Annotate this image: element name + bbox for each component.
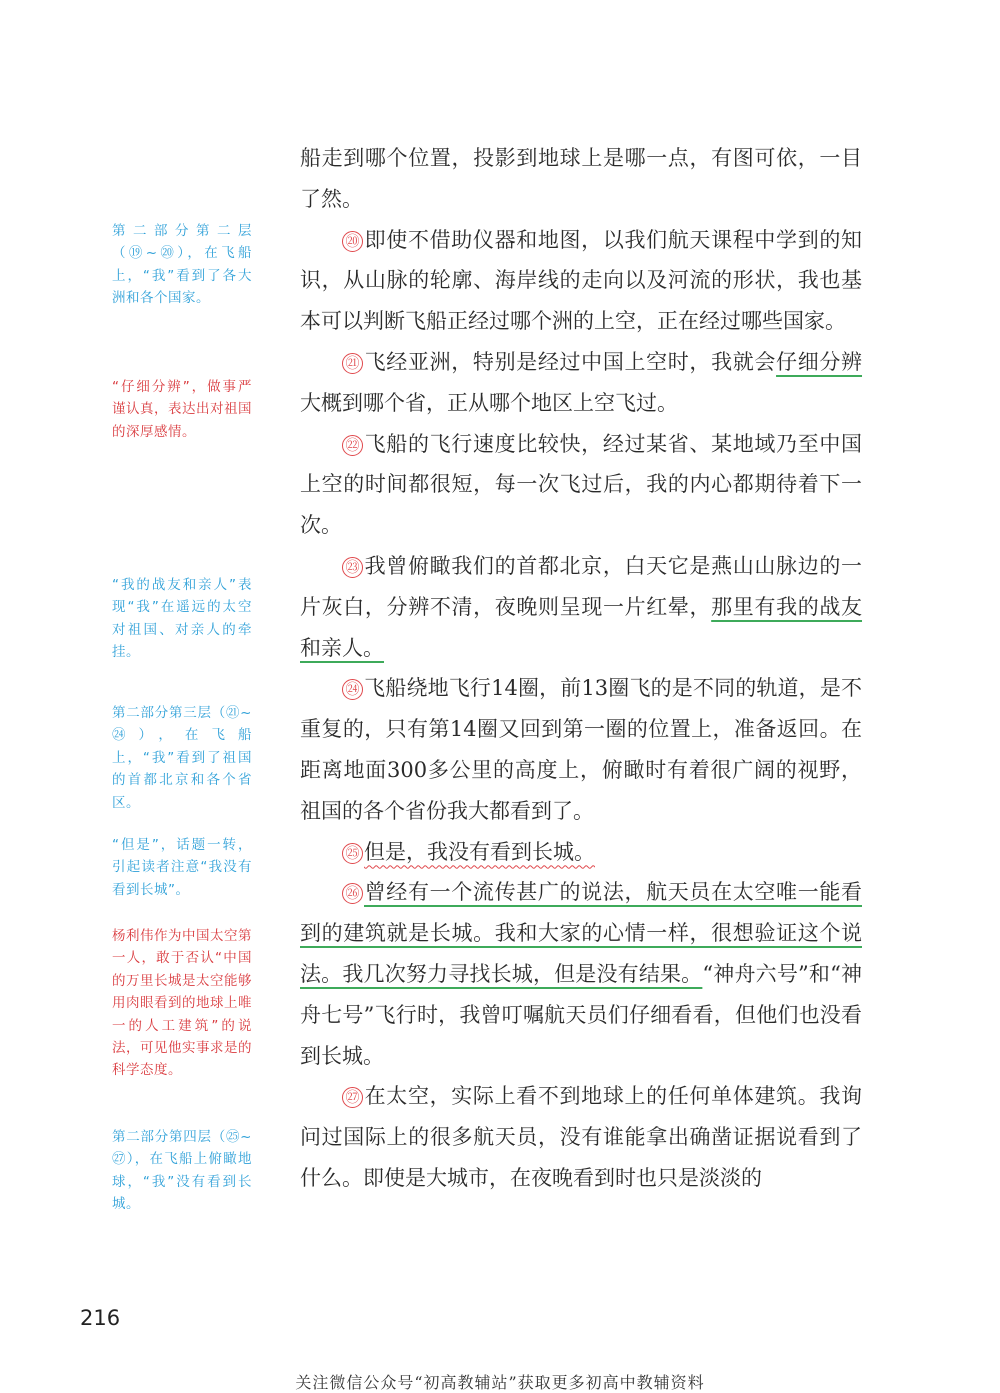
paragraph <box>300 220 862 342</box>
paragraph-number: ㉕ <box>342 843 363 864</box>
margin-note: “仔细分辨”，做事严谨认真，表达出对祖国的深厚感情。 <box>112 379 252 440</box>
paragraph-number: ㉓ <box>342 557 363 578</box>
paragraph-number: ㉖ <box>342 883 363 904</box>
margin-note: 第二部分第四层（㉕~㉗），在飞船上俯瞰地球，“我”没有看到长城。 <box>112 1129 252 1213</box>
paragraph <box>300 342 862 424</box>
paragraph-number: ㉑ <box>342 353 363 374</box>
underlined-phrase: 曾经有一个流传甚广的说法，航天员在太空唯一能看到的建筑就是长城。我和大家的心情一样，很想验证这个说法。我几次努力寻找长城，但是没有结果。 <box>300 880 862 986</box>
paragraph-number: ㉒ <box>342 435 363 456</box>
paragraph <box>300 138 862 220</box>
margin-note: “但是”，话题一转，引起读者注意“我没有看到长城”。 <box>112 837 252 898</box>
paragraph <box>300 668 862 831</box>
paragraph-text: 大概到哪个省，正从哪个地区上空飞过。 <box>300 390 678 415</box>
paragraph-text: 飞船的飞行速度比较快，经过某省、某地域乃至中国上空的时间都很短，每一次飞过后，我的内心都期待着下一次。 <box>300 431 862 538</box>
wavy-underlined-phrase: 但是，我没有看到长城。 <box>364 839 595 864</box>
paragraph <box>300 872 862 1076</box>
paragraph-text: “神舟六号”和“神舟七号”飞行时，我曾叮嘱航天员们仔细看看，但他们也没看到长城。 <box>300 961 862 1068</box>
paragraph-number: ⑳ <box>342 231 363 252</box>
paragraph-text: 我曾俯瞰我们的首都北京，白天它是燕山山脉边的一片灰白，分辨不清，夜晚则呈现一片红晕， <box>300 553 862 619</box>
paragraph <box>300 1076 862 1198</box>
paragraph-text: 飞船绕地飞行14圈，前13圈飞的是不同的轨道，是不重复的，只有第14圈又回到第一圈的位置上，准备返回。在距离地面300多公里的高度上，俯瞰时有着很广阔的视野，祖国的各个省份我大都看到了。 <box>300 676 862 823</box>
page-number: 216 <box>80 1306 121 1330</box>
main-text <box>300 138 862 1199</box>
margin-note: 杨利伟作为中国太空第一人，敢于否认“中国的万里长城是太空能够用肉眼看到的地球上唯一的人工建筑”的说法，可见他实事求是的科学态度。 <box>112 928 252 1079</box>
margin-note: 第二部分第二层（⑲~⑳），在飞船上，“我”看到了各大洲和各个国家。 <box>112 223 252 307</box>
paragraph-text: 即使不借助仪器和地图，以我们航天课程中学到的知识，从山脉的轮廓、海岸线的走向以及河流的形状，我也基本可以判断飞船正经过哪个洲的上空，正在经过哪些国家。 <box>300 227 862 334</box>
paragraph-number: ㉗ <box>342 1087 363 1108</box>
paragraph <box>300 546 862 668</box>
paragraph <box>300 832 862 873</box>
paragraph-number: ㉔ <box>342 679 363 700</box>
paragraph-text: 飞经亚洲，特别是经过中国上空时，我就会 <box>364 349 777 374</box>
underlined-phrase: 仔细分辨 <box>776 349 863 374</box>
underlined-phrase: 那里有我的战友和亲人。 <box>300 594 863 660</box>
paragraph <box>300 424 862 546</box>
paragraph-text: 在太空，实际上看不到地球上的任何单体建筑。我询问过国际上的很多航天员，没有谁能拿出确凿证据说看到了什么。即使是大城市，在夜晚看到时也只是淡淡的 <box>300 1084 862 1190</box>
margin-note: “我的战友和亲人”表现“我”在遥远的太空对祖国、对亲人的牵挂。 <box>112 577 252 661</box>
margin-note: 第二部分第三层（㉑~㉔），在飞船上，“我”看到了祖国的首都北京和各个省区。 <box>112 705 252 811</box>
paragraph-text: 船走到哪个位置，投影到地球上是哪一点，有图可依，一目了然。 <box>300 146 862 211</box>
footer-notice: 关注微信公众号“初高教辅站”获取更多初高中教辅资料 <box>295 1373 705 1392</box>
